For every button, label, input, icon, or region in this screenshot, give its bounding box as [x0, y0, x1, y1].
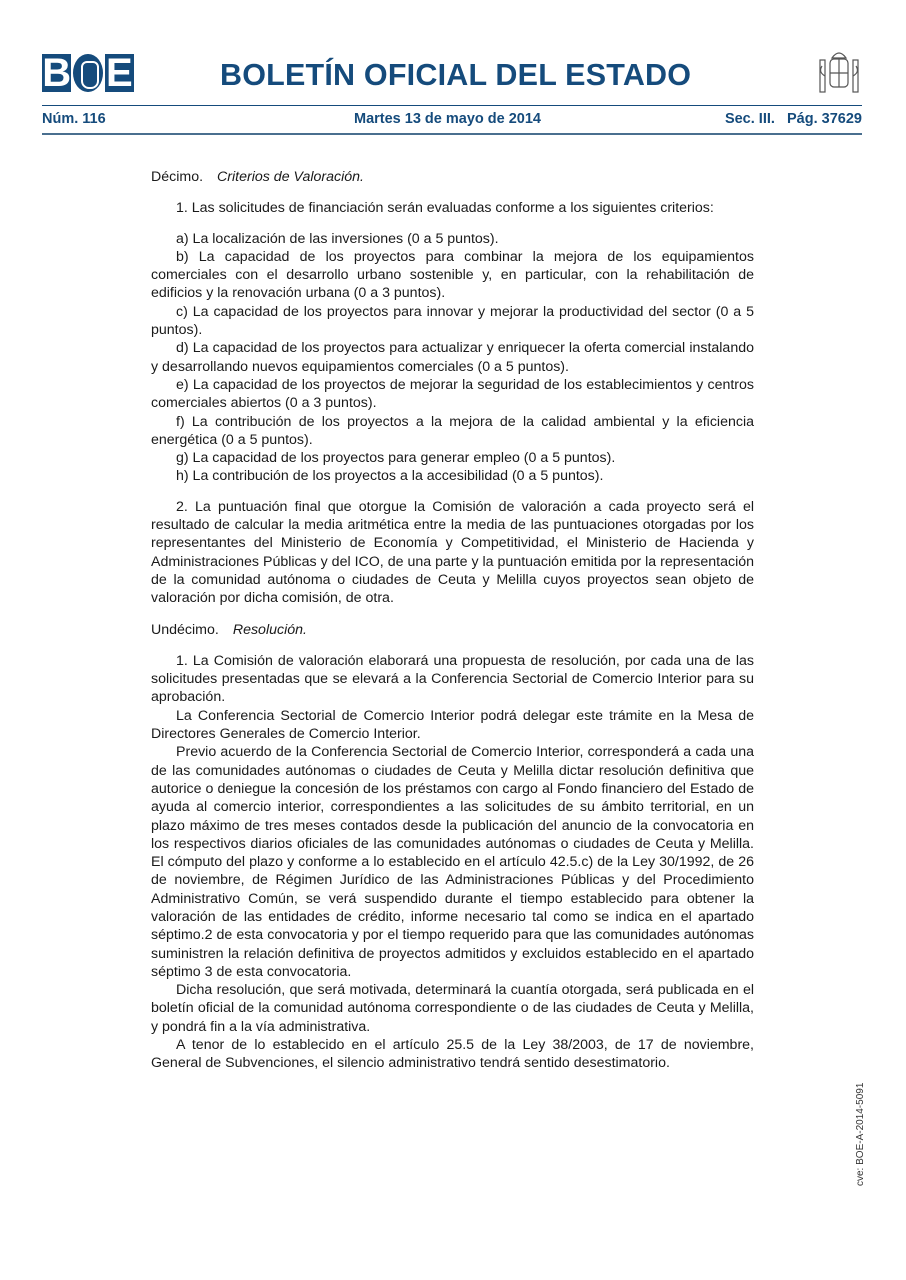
boe-logo-b: B [42, 54, 72, 92]
heading-label: Décimo. [151, 169, 204, 185]
criterion-item: h) La contribución de los proyectos a la accesibilidad (0 a 5 puntos). [176, 468, 604, 485]
heading-title: Resolución. [232, 621, 307, 638]
criterion-item: d) La capacidad de los proyectos para actualizar y enriquecer la oferta comercial instalando y desarrollando nuevos equipamientos comerciales (0 a 5 puntos). [151, 340, 754, 375]
issue-date: Martes 13 de mayo de 2014 [354, 111, 541, 127]
header-rule [42, 105, 862, 106]
section-heading-undecimo [151, 621, 754, 639]
issue-number: Núm. 116 [42, 111, 106, 127]
header-rule-bottom [42, 133, 862, 135]
section-page [725, 111, 862, 127]
publication-title: BOLETÍN OFICIAL DEL ESTADO [220, 58, 692, 92]
paragraph: 1. La Comisión de valoración elaborará una propuesta de resolución, por cada una de las solicitudes presentadas que se elevará a la Conferencia Sectorial de Comercio Interior para su aprobación. [151, 652, 754, 706]
cve-identifier: cve: BOE-A-2014-5091 [855, 1082, 866, 1186]
document-body [151, 168, 754, 1073]
paragraph: La Conferencia Sectorial de Comercio Interior podrá delegar este trámite en la Mesa de Directores Generales de Comercio Interior. [151, 707, 754, 743]
paragraph: Previo acuerdo de la Conferencia Sectorial de Comercio Interior, corresponderá a cada una de las comunidades autónomas o ciudades de Ceuta y Melilla dictar resolución definitiva que autorice o deniegue la concesión de los préstamos con cargo al Fondo financiero del Estado de ayuda al comercio interior, correspondientes a las solicitudes de su ámbito territorial, en un plazo máximo de tres meses contados desde la publicación del anuncio de la convocatoria en los respectivos diarios oficiales de las comunidades autónomas o ciudades de Ceuta y Melilla. El cómputo del plazo y conforme a lo establecido en el artículo 42.5.c) de la Ley 30/1992, de 26 de noviembre, de Régimen Jurídico de las Administraciones Públicas y del Procedimiento Administrativo Común, se verá suspendido durante el tiempo establecido para obtener la valoración de las entidades de crédito, informe necesario tal como se indica en el apartado séptimo.2 de esta convocatoria y por el tiempo requerido para que las comunidades autónomas suministren la relación definitiva de proyectos admitidos y excluidos establecido en el apartado séptimo 3 de esta convocatoria. [151, 744, 754, 980]
criterion-item: e) La capacidad de los proyectos de mejorar la seguridad de los establecimientos y centros comerciales abiertos (0 a 3 puntos). [151, 376, 754, 412]
criterion-item: g) La capacidad de los proyectos para generar empleo (0 a 5 puntos). [176, 450, 616, 467]
criterion-item: a) La localización de las inversiones (0 a 5 puntos). [176, 230, 499, 247]
paragraph: A tenor de lo establecido en el artículo 25.5 de la Ley 38/2003, de 17 de noviembre, General de Subvenciones, el silencio administrativo tendrá sentido desestimatorio. [151, 1037, 754, 1072]
criterion-item: f) La contribución de los proyectos a la mejora de la calidad ambiental y la eficiencia energética (0 a 5 puntos). [151, 413, 754, 448]
paragraph: 1. Las solicitudes de financiación serán evaluadas conforme a los siguientes criterios: [176, 200, 714, 217]
page-number: Pág. 37629 [787, 111, 862, 127]
paragraph: Dicha resolución, que será motivada, determinará la cuantía otorgada, será publicada en el boletín oficial de la comunidad autónoma correspondiente o de las ciudades de Ceuta y Melilla, y pondrá fin a la vía administrativa. [151, 982, 754, 1035]
coat-of-arms-icon [816, 46, 862, 96]
boe-logo-e: E [105, 54, 133, 92]
section-label: Sec. III. [724, 111, 775, 127]
paragraph: 2. La puntuación final que otorgue la Comisión de valoración a cada proyecto será el resultado de calcular la media aritmética entre la media de las puntuaciones otorgadas por los representantes del Ministerio de Economía y Competitividad, el Ministerio de Hacienda y Administraciones Públicas y del ICO, de una parte y la puntuación emitida por la representación de la comunidad autónoma o ciudades de Ceuta y Melilla cuyos proyectos sean objeto de valoración por dicha comisión, de otra. [151, 498, 754, 607]
heading-label: Undécimo. [151, 621, 219, 638]
boe-logo-crest-icon [73, 54, 102, 92]
criterion-item: c) La capacidad de los proyectos para innovar y mejorar la productividad del sector (0 a 5 puntos). [151, 303, 754, 339]
heading-title: Criterios de Valoración. [217, 169, 364, 185]
criterion-item: b) La capacidad de los proyectos para combinar la mejora de los equipamientos comerciales con el desarrollo urbano sostenible y, en particular, con la rehabilitación de edificios y la renovación urbana (0 a 3 puntos). [151, 248, 754, 302]
boe-logo [42, 54, 134, 92]
section-heading-decimo [151, 168, 754, 186]
